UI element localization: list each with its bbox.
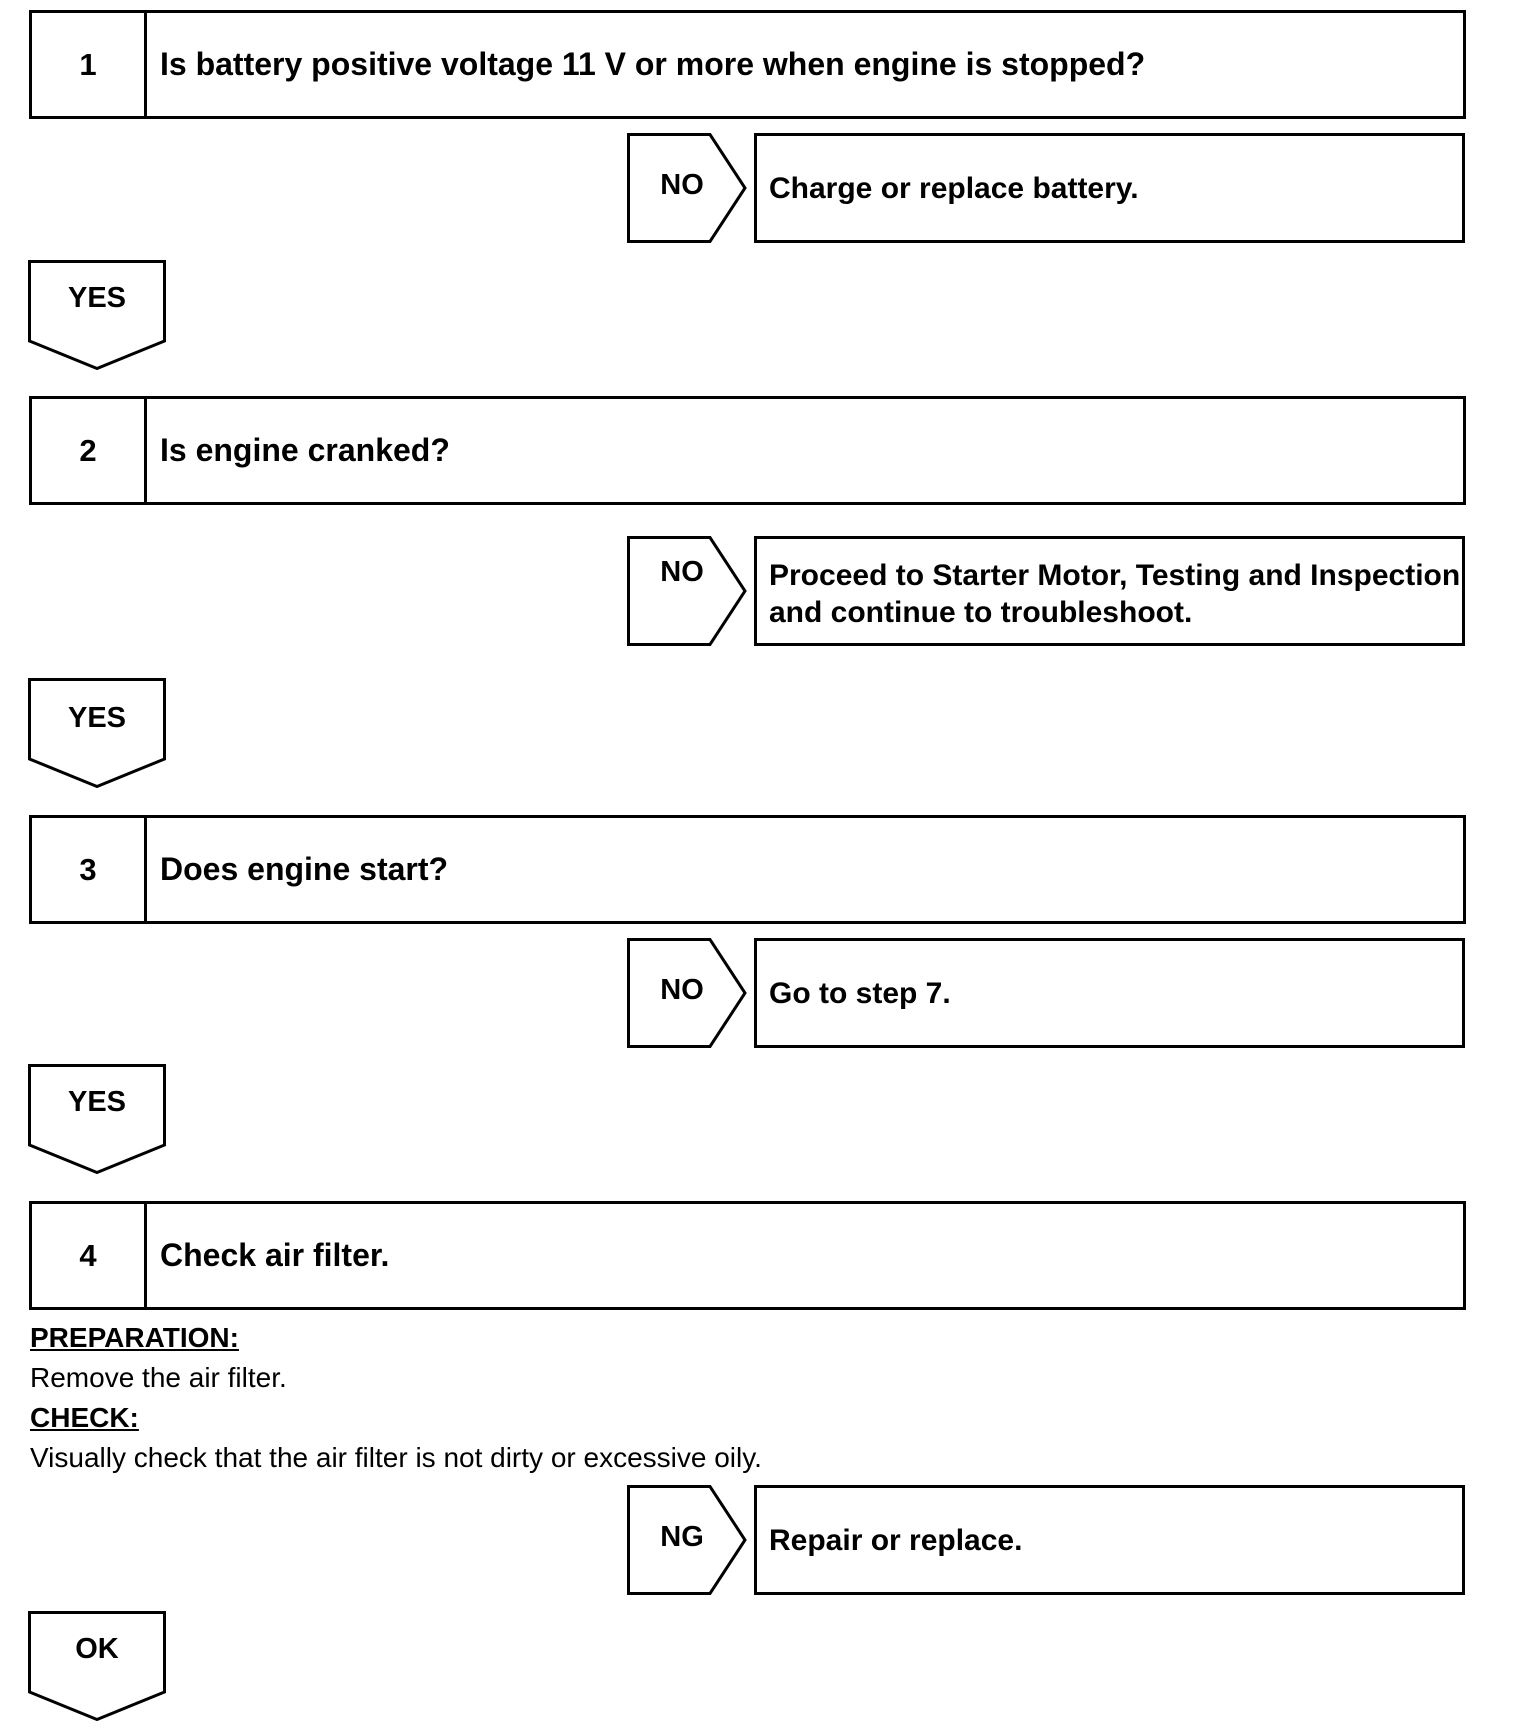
yes-down-arrow [28, 1064, 166, 1174]
ng-branch-arrow [627, 1485, 747, 1595]
step-2-result-box [754, 536, 1465, 646]
yes-label: YES [67, 282, 127, 314]
no-branch-arrow [627, 536, 747, 646]
branch-label: NG [660, 1521, 704, 1553]
ok-label: OK [75, 1633, 119, 1665]
result-text-line-2: and continue to troubleshoot. [769, 596, 1193, 629]
no-branch-arrow [627, 133, 747, 243]
branch-label: NO [660, 169, 704, 201]
result-text: Repair or replace. [769, 1523, 1023, 1557]
step-number: 1 [32, 13, 147, 116]
result-text: Go to step 7. [769, 976, 951, 1010]
yes-label: YES [67, 1086, 127, 1118]
step-number: 2 [32, 399, 147, 502]
branch-label: NO [660, 556, 704, 588]
preparation-text: Remove the air filter. [30, 1362, 287, 1393]
step-number: 3 [32, 818, 147, 921]
step-2-box [29, 396, 1466, 505]
yes-down-arrow [28, 678, 166, 788]
step-3-result-box [754, 938, 1465, 1048]
step-question: Is engine cranked? [160, 432, 450, 468]
no-branch-arrow [627, 938, 747, 1048]
step-4-box [29, 1201, 1466, 1310]
yes-down-arrow [28, 260, 166, 370]
step-number: 4 [32, 1204, 147, 1307]
branch-label: NO [660, 974, 704, 1006]
step-1-box [29, 10, 1466, 119]
result-text: Charge or replace battery. [769, 171, 1139, 205]
yes-label: YES [67, 702, 127, 734]
check-heading: CHECK: [30, 1402, 139, 1433]
step-question: Does engine start? [160, 851, 449, 887]
step-1-result-box [754, 133, 1465, 243]
step-question: Check air filter. [160, 1237, 390, 1273]
check-text: Visually check that the air filter is not dirty or excessive oily. [30, 1442, 762, 1473]
step-4-result-box [754, 1485, 1465, 1595]
ok-down-arrow [28, 1611, 166, 1721]
result-text-line-1: Proceed to Starter Motor, Testing and Inspection [769, 559, 1461, 592]
step-question: Is battery positive voltage 11 V or more when engine is stopped? [160, 46, 1146, 82]
step-3-box [29, 815, 1466, 924]
preparation-heading: PREPARATION: [30, 1322, 239, 1353]
